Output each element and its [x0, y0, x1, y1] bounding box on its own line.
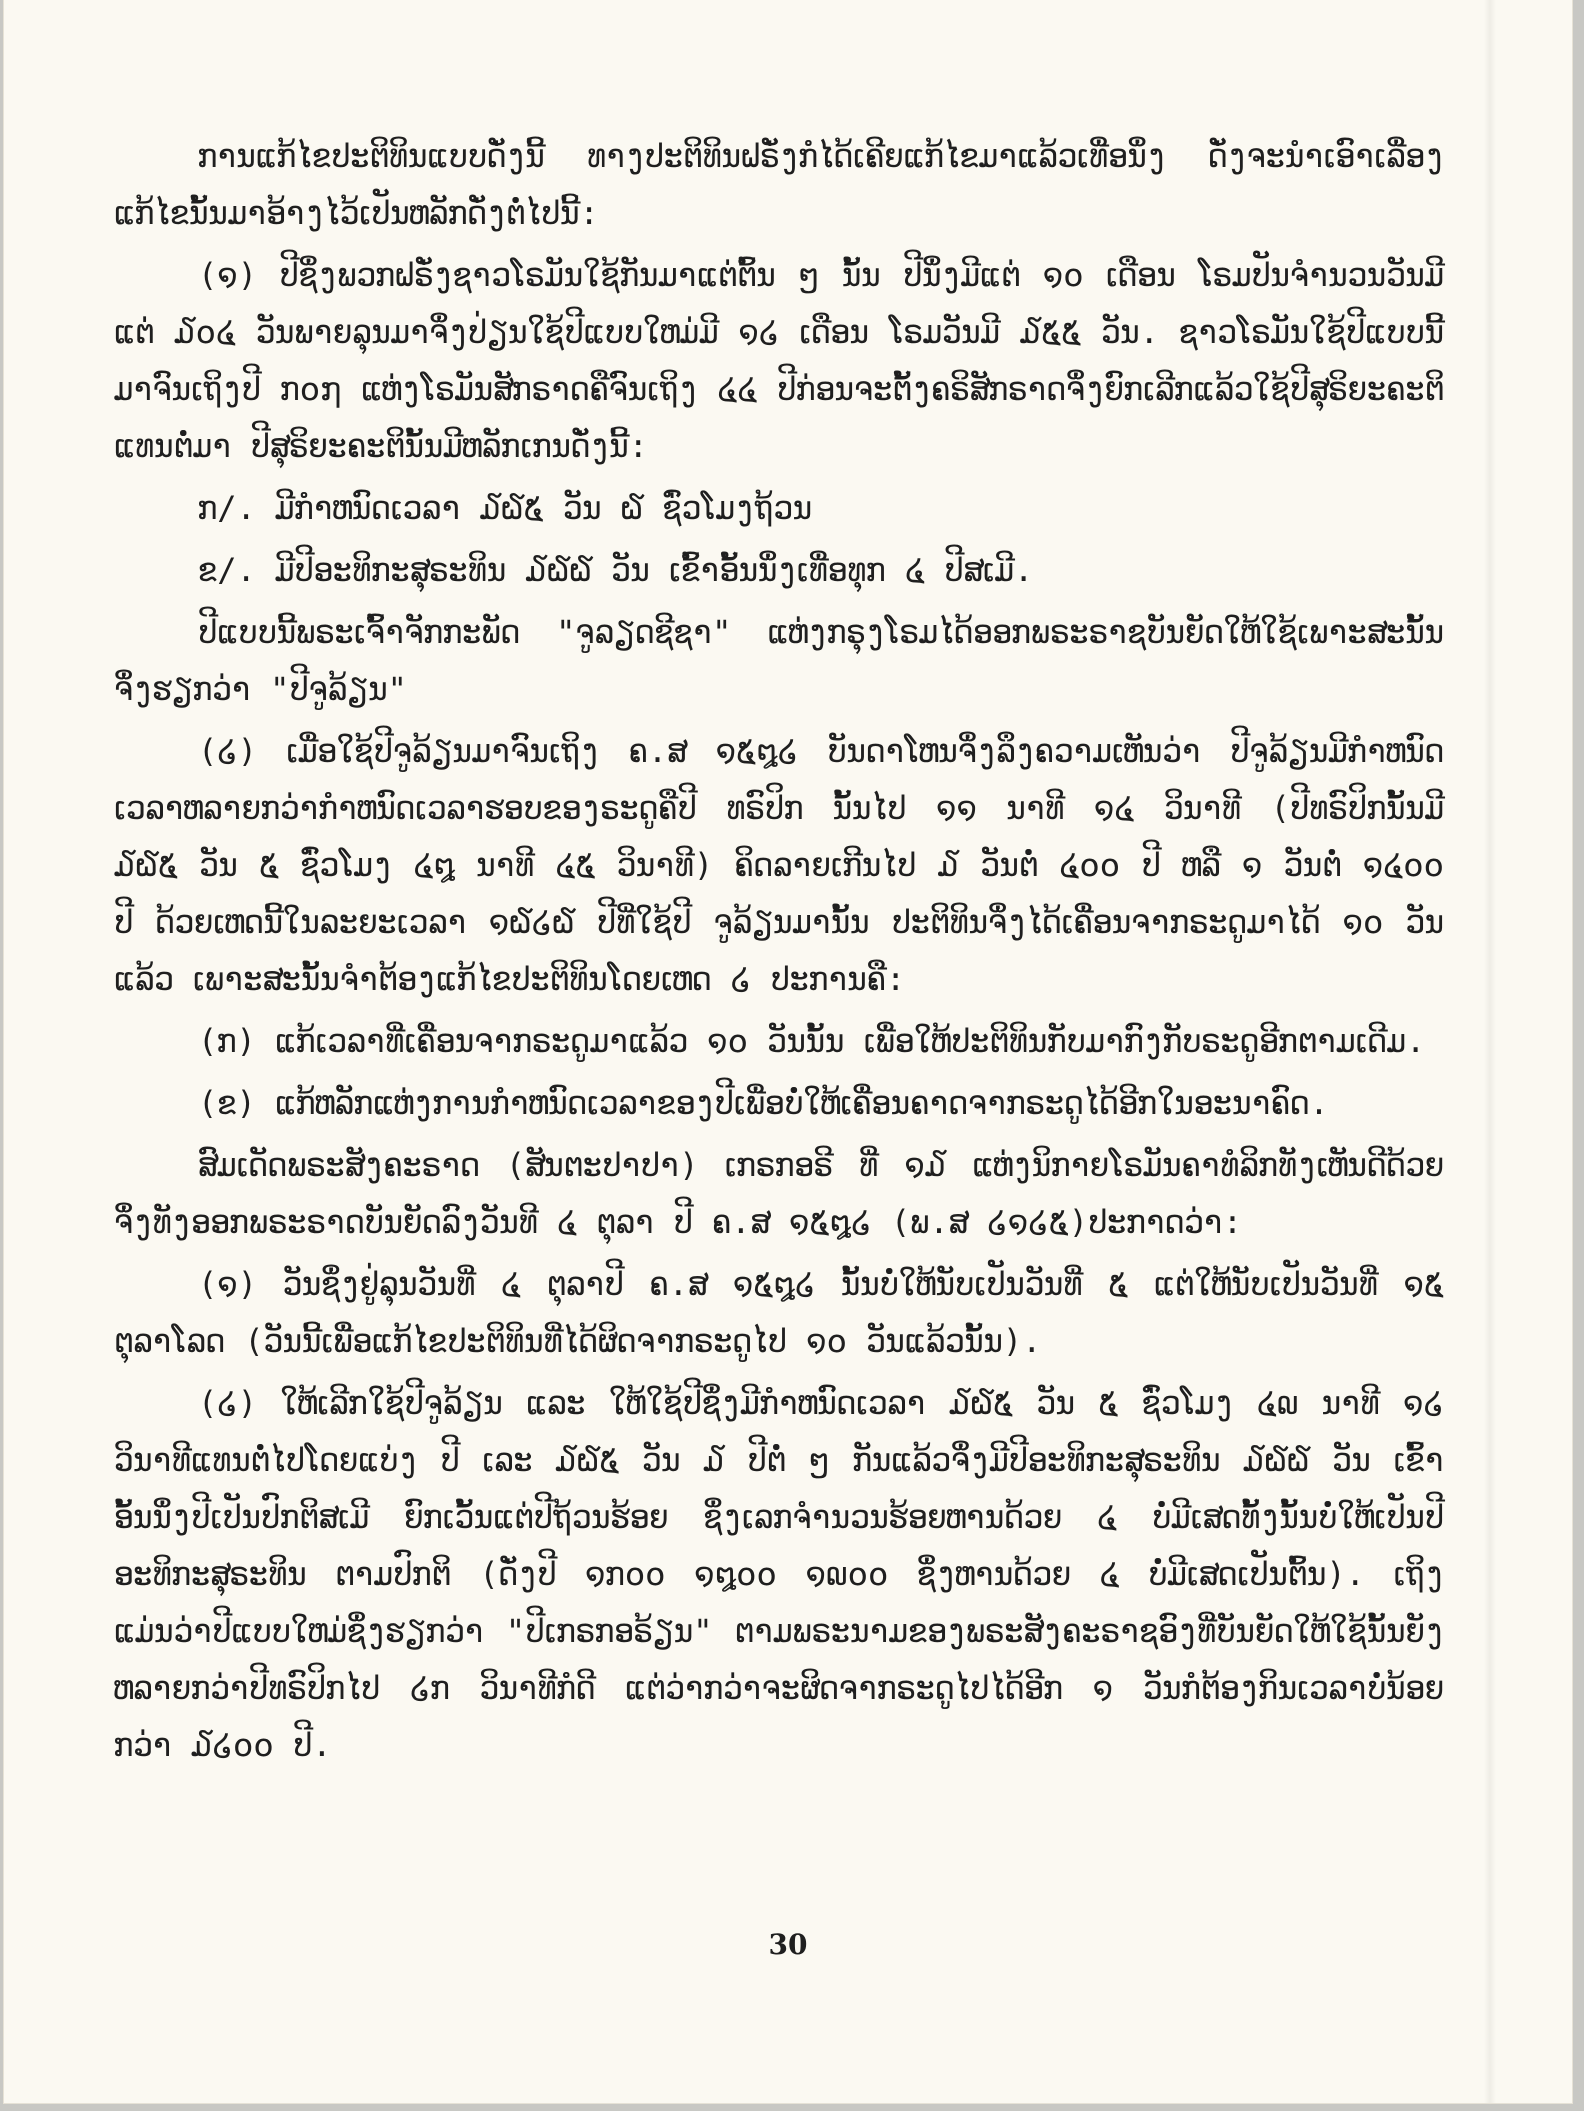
- paragraph: ຂ/. ມີປີອະທິກະສຸຣະທິນ ໓໖໖ ວັນ ເຂົ້າອັ້ນນຶ່ງເທື່ອທຸກ ໔ ປີສເມີ.: [198, 551, 1034, 589]
- paragraph: (໑) ປີຊຶ່ງພວກຝຣັ່ງຊາວໂຣມັນໃຊ້ກັນມາແຕ່ຕົ້ນ ໆ ນັ້ນ ປີນຶ່ງມີແຕ່ ໑໐ ເດືອນ ໂຣມປັນຈຳນວນວັນມີແຕ່ ໓໐໔ ວັນພາຍລຸນມາຈຶ່ງປ່ຽນໃຊ້ປີແບບໃຫມ່ມີ ໑໒ ເດືອນ ໂຣມວັນມີ ໓໕໕ ວັນ. ຊາວໂຣມັນໃຊ້ປີແບບນີ້ມາຈົນເຖິງປີ ກ໐໗ ແຫ່ງໂຣມັນສັກຣາດຄືຈົນເຖິງ ໔໔ ປີກ່ອນຈະຕັ້ງຄຣິສັກຣາດຈຶ່ງຍົກເລີກແລ້ວໃຊ້ປີສຸຣິຍະຄະຕິແທນຕໍ່ມາ ປີສຸຣິຍະຄະຕິນັ້ນມີຫລັກເກນດັ່ງນີ້:: [114, 256, 1444, 465]
- paragraph: (໒) ໃຫ້ເລີກໃຊ້ປີຈູລ້ຽນ ແລະ ໃຫ້ໃຊ້ປີຊຶ່ງມີກຳຫນົດເວລາ ໓໖໕ ວັນ ໕ ຊົ່ວໂມງ ໔໙ ນາທີ ໑໒ ວິນາທີແທນຕໍ່ໄປໂດຍແບ່ງ ປີ ເລະ ໓໖໕ ວັນ ໓ ປີຕໍ່ ໆ ກັນແລ້ວຈຶ່ງມີປີອະທິກະສຸຣະທິນ ໓໖໖ ວັນ ເຂົ້າອັ້ນນຶ່ງປີເປັນປົກຕິສເມີ ຍົກເວັ້ນແຕ່ປີຖ້ວນຮ້ອຍ ຊຶ່ງເລກຈຳນວນຮ້ອຍຫານດ້ວຍ ໔ ບໍ່ມີເສດທັ້ງນັ້ນບໍ່ໃຫ້ເປັນປີ ອະທິກະສຸຣະທິນ ຕາມປົກຕິ (ດັ່ງປີ ໑ກ໐໐ ໑໘໐໐ ໑໙໐໐ ຊຶ່ງຫານດ້ວຍ ໔ ບໍ່ມີເສດເປັນຕົ້ນ). ເຖິງແມ່ນວ່າປີແບບໃຫມ່ຊຶ່ງຮຽກວ່າ "ປີເກຣກອຣ້ຽນ" ຕາມພຣະນາມຂອງພຣະສັງຄະຣາຊອົງທີ່ບັນຍັດໃຫ້ໃຊ້ນັ້ນຍັງຫລາຍກວ່າປີທຣົປິກໄປ ໒ກ ວິນາທີກໍດີ ແຕ່ວ່າກວ່າຈະຜິດຈາກຣະດູໄປໄດ້ອີກ ໑ ວັນກໍຕ້ອງກິນເວລາບໍ່ນ້ອຍກວ່າ ໓໒໐໐ ປີ.: [114, 1384, 1445, 1764]
- page-number: 30: [768, 1928, 808, 1961]
- paragraph: (໒) ເມື່ອໃຊ້ປີຈູລ້ຽນມາຈົນເຖິງ ຄ.ສ ໑໕໘໒ ບັນດາໂຫນຈຶ່ງລຶງຄວາມເຫັນວ່າ ປີຈູລ້ຽນມີກຳຫນົດເວລາຫລາຍກວ່າກຳຫນົດເວລາຮອບຂອງຣະດູຄືປີ ທຣົປິກ ນັ້ນໄປ ໑໑ ນາທີ ໑໔ ວິນາທີ (ປີທຣົປິກນັ້ນມີ ໓໖໕ ວັນ ໕ ຊົ່ວໂມງ ໔໘ ນາທີ ໔໕ ວິນາທີ) ຄິດລາຍເກີນໄປ ໓ ວັນຕໍ່ ໔໐໐ ປີ ຫລື ໑ ວັນຕໍ່ ໑໔໐໐ ປີ ດ້ວຍເຫດນີ້ໃນລະຍະເວລາ ໑໖໒໖ ປີທີ່ໃຊ້ປີ ຈູລ້ຽນມານັ້ນ ປະຕິທິນຈຶ່ງໄດ້ເຄື່ອນຈາກຣະດູມາໄດ້ ໑໐ ວັນແລ້ວ ເພາະສະນັ້ນຈຳຕ້ອງແກ້ໄຂປະຕິທິນໂດຍເຫດ ໒ ປະການຄື:: [114, 732, 1444, 998]
- paragraph: (ຂ) ແກ້ຫລັກແຫ່ງການກຳຫນົດເວລາຂອງປີເພື່ອບໍ່ໃຫ້ເຄື່ອນຄາດຈາກຣະດູໄດ້ອີກໃນອະນາຄົດ.: [198, 1084, 1329, 1122]
- document-page: [4, 0, 1572, 2103]
- paragraph: ປີແບບນີ້ພຣະເຈົ້າຈັກກະພັດ "ຈູລຽດຊີຊາ" ແຫ່ງກຣຸງໂຣມໄດ້ອອກພຣະຣາຊບັນຍັດໃຫ້ໃຊ້ເພາະສະນັ້ນຈຶ່ງຮຽກວ່າ "ປີຈູລ້ຽນ": [114, 613, 1444, 708]
- paragraph: ສົມເດັດພຣະສັງຄະຣາດ (ສັນຕະປາປາ) ເກຣກອຣີ ທີ່ ໑໓ ແຫ່ງນິກາຍໂຣມັນຄາທໍລິກທັງເຫັນດີດ້ວຍ ຈຶ່ງທັງອອກພຣະຣາດບັນຍັດລົງວັນທີ ໔ ຕຸລາ ປີ ຄ.ສ ໑໕໘໒ (ພ.ສ ໒໑໒໕)ປະກາດວ່າ:: [114, 1146, 1444, 1241]
- body-text: [114, 128, 1444, 1779]
- paragraph: (໑) ວັນຊຶ່ງຢູ່ລຸນວັນທີ່ ໔ ຕຸລາປີ ຄ.ສ ໑໕໘໒ ນັ້ນບໍ່ໃຫ້ນັບເປັນວັນທີ່ ໕ ແຕ່ໃຫ້ນັບເປັນວັນທີ່ ໑໕ ຕຸລາໂລດ (ວັນນີ້ເພື່ອແກ້ໄຂປະຕິທິນທີ່ໄດ້ຜິດຈາກຣະດູໄປ ໑໐ ວັນແລ້ວນັ້ນ).: [114, 1265, 1444, 1360]
- paragraph: ກ/. ມີກຳຫນົດເວລາ ໓໖໕ ວັນ ໖ ຊົ່ວໂມງຖ້ວນ: [198, 489, 813, 527]
- page-spine-shadow: [1484, 0, 1496, 2103]
- paragraph: ການແກ້ໄຂປະຕິທິນແບບດັ່ງນີ້ ທາງປະຕິທິນຝຣັ່ງກໍໄດ້ເຄີຍແກ້ໄຂມາແລ້ວເທື່ອນຶ່ງ ດັ່ງຈະນຳເອົາເລື່ອງແກ້ໄຂນັ້ນມາອ້າງໄວ້ເປັນຫລັກດັ່ງຕໍ່ໄປນີ້:: [114, 137, 1444, 232]
- paragraph: (ກ) ແກ້ເວລາທີ່ເຄື່ອນຈາກຣະດູມາແລ້ວ ໑໐ ວັນນັ້ນ ເພື່ອໃຫ້ປະຕິທິນກັບມາກົງກັບຣະດູອີກຕາມເດີມ.: [198, 1022, 1426, 1060]
